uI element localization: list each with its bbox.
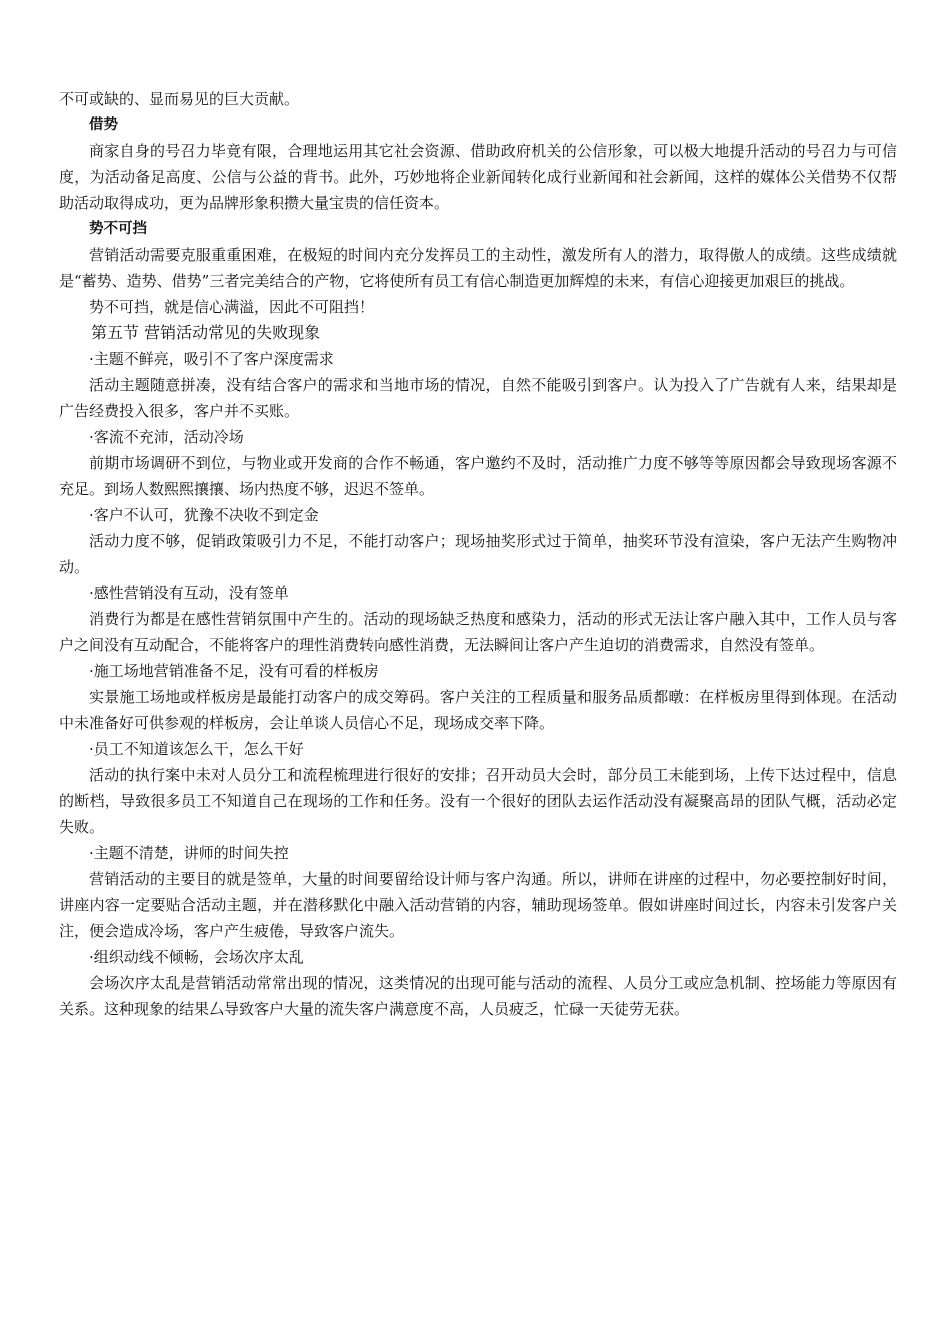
- paragraph: 活动的执行案中未对人员分工和流程梳理进行很好的安排；召开动员大会时，部分员工未能到场，上传下达过程中，信息的断档，导致很多员工不知道自己在现场的工作和任务。没有一个很好的团队去运作活动没有凝聚高昂的团队气概，活动必定失败。: [59, 766, 897, 836]
- bullet-heading: ·客流不充沛，活动冷场: [89, 428, 244, 446]
- paragraph: 势不可挡，就是信心满溢，因此不可阻挡！: [89, 298, 375, 316]
- paragraph: 营销活动需要克服重重困难，在极短的时间内充分发挥员工的主动性，激发所有人的潜力，取得傲人的成绩。这些成绩就是“蓄势、造势、借势”三者完美结合的产物，它将使所有员工有信心制造更加辉煌的未来，有信心迎接更加艰巨的挑战。: [59, 246, 897, 290]
- bullet-heading: ·客户不认可，犹豫不决收不到定金: [89, 506, 319, 524]
- bullet-heading: ·施工场地营销准备不足，没有可看的样板房: [89, 662, 379, 680]
- bullet-heading: ·组织动线不倾畅，会场次序太乱: [89, 948, 304, 966]
- paragraph: 前期市场调研不到位，与物业或开发商的合作不畅通，客户邀约不及时，活动推广力度不够等等原因都会导致现场客源不充足。到场人数熙熙攘攘、场内热度不够，迟迟不签单。: [59, 454, 897, 498]
- subheading-jieshi: 借势: [89, 117, 118, 133]
- paragraph: 活动主题随意拼凑，没有结合客户的需求和当地市场的情况，自然不能吸引到客户。认为投入了广告就有人来，结果却是广告经费投入很多，客户并不买账。: [59, 376, 897, 420]
- bullet-heading: ·主题不清楚，讲师的时间失控: [89, 844, 289, 862]
- paragraph: 商家自身的号召力毕竟有限，合理地运用其它社会资源、借助政府机关的公信形象，可以极大地提升活动的号召力与可信度，为活动备足高度、公信与公益的背书。此外，巧妙地将企业新闻转化成行业新闻和社会新闻，这样的媒体公关借势不仅帮助活动取得成功，更为品牌形象积攒大量宝贵的信任资本。: [59, 142, 897, 212]
- paragraph: 活动力度不够，促销政策吸引力不足，不能打动客户；现场抽奖形式过于简单，抽奖环节没有渲染，客户无法产生购物冲动。: [59, 532, 897, 576]
- paragraph: 营销活动的主要目的就是签单，大量的时间要留给设计师与客户沟通。所以，讲师在讲座的过程中，勿必要控制好时间，讲座内容一定要贴合活动主题，并在潜移默化中融入活动营销的内容，辅助现场签单。假如讲座时间过长，内容未引发客户关注，便会造成冷场，客户产生疲倦，导致客户流失。: [59, 870, 897, 940]
- bullet-heading: ·感性营销没有互动，没有签单: [89, 584, 289, 602]
- document-page: [59, 86, 897, 1022]
- bullet-heading: ·员工不知道该怎么干，怎么干好: [89, 740, 304, 758]
- section-title: 第五节 营销活动常见的失败现象: [91, 323, 321, 342]
- paragraph: 会场次序太乱是营销活动常常出现的情况，这类情况的出现可能与活动的流程、人员分工或应急机制、控场能力等原因有关系。这种现象的结果厶导致客户大量的流失客户满意度不高，人员疲乏，忙碌一天徒劳无获。: [59, 974, 897, 1018]
- subheading-shibukedang: 势不可挡: [89, 221, 147, 237]
- paragraph: 实景施工场地或样板房是最能打动客户的成交筹码。客户关注的工程质量和服务品质都暾：在样板房里得到体现。在活动中未准备好可供参观的样板房，会让单谈人员信心不足，现场成交率下降。: [59, 688, 897, 732]
- paragraph-continuation: 不可或缺的、显而易见的巨大贡献。: [59, 90, 300, 108]
- bullet-heading: ·主题不鲜亮，吸引不了客户深度需求: [89, 350, 334, 368]
- paragraph: 消费行为都是在感性营销氛围中产生的。活动的现场缺乏热度和感染力，活动的形式无法让客户融入其中，工作人员与客户之间没有互动配合，不能将客户的理性消费转向感性消费，无法瞬间让客户产生迫切的消费需求，自然没有签单。: [59, 610, 897, 654]
